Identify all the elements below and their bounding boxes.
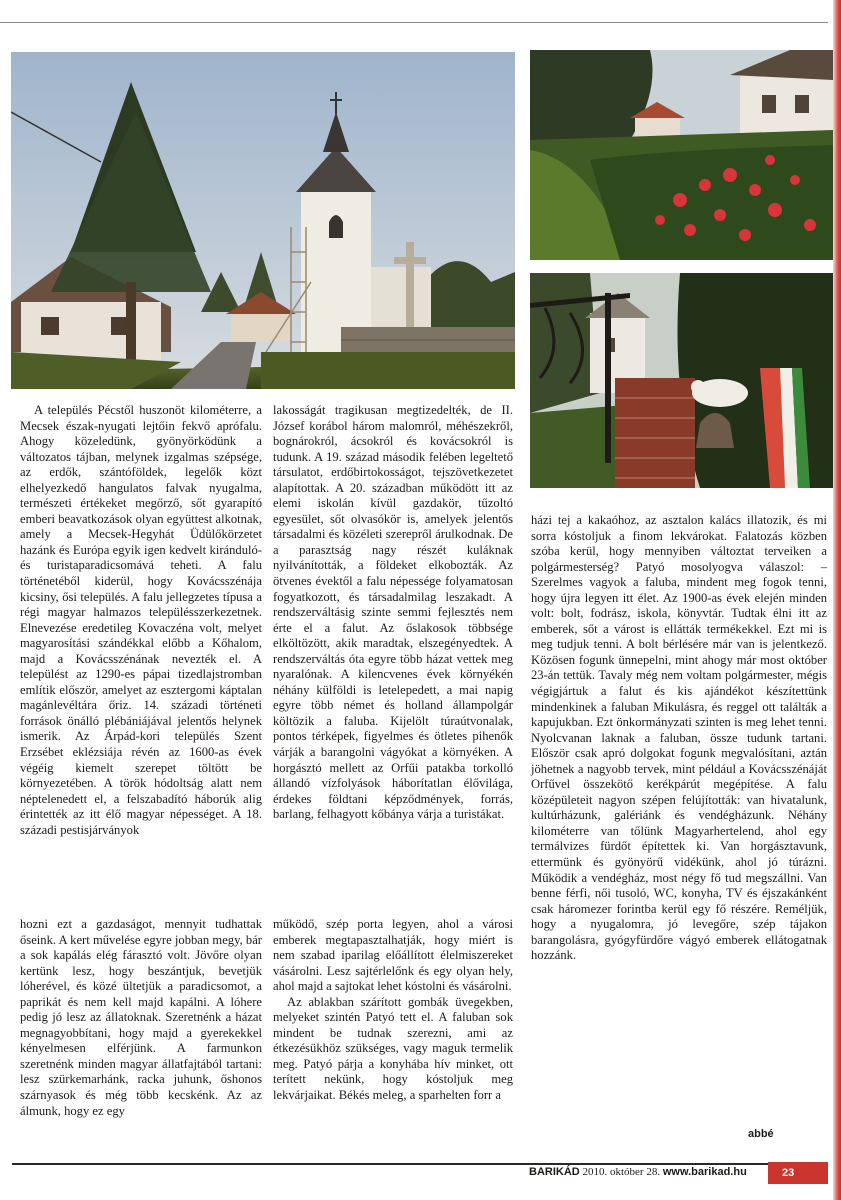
footer-url[interactable]: www.barikad.hu xyxy=(662,1166,747,1178)
footer-brand: BARIKÁD xyxy=(529,1166,580,1178)
paragraph-a: működő, szép porta legyen, ahol a városi emberek megtapasztalhatják, hogy miért is nem szabad iparilag előállított élelmiszereket vásárolni. Lesz sajtérlelőnk és egy olyan hely, ahol majd a sajtokat lehet kóstolni és vásárolni. xyxy=(273,917,513,994)
footer-date: 2010. október 28. xyxy=(582,1166,661,1178)
paragraph: A település Pécstől huszonöt kilométerre, a Mecsek észak-nyugati lejtőin fekvő aprófalu. Ahogy közeledünk, gyönyörködünk a változatos tájban, melynek izgalmas szépsége, az erdők, szántóföldek, legelők közt elhelyezkedő hangulatos falvak nyugalma, természeti értékeket megőrző, sőt gyarapító emberi beavatkozások olyan együttest alkotnak, amely a Mecsek-Hegyhát Üdülőkörzetet hazánk és Európa egyik igen kedvelt kiránduló- és turistaparadicsomává teheti. A falu történetéből kiderül, hogy Kovácsszénája kicsiny, ősi település. A falu jellegzetes típusa a régi magyar halmazos településszerkezetnek. Elnevezése eredetileg Kovaczéna volt, melyet magyarosítási szándékkal előbb a Kőhalom, majd a Kovácsszénának nevezték el. A települést az 1290-es pápai tizedlajstromban említik először, amelyet az esztergomi káptalan magánlevéltára őriz. 14. századi történeti források önálló plébániájával jelentős helynek ismerik. Az Árpád-kori település Szent Erzsébet eklézsiája révén az 1600-as évek végéig kiemelt szerepet töltött be környezetében. A török hódoltság alatt nem néptelenedett el, a felszabadító háborúk alig érintették az itt élő magyar népességet. A 18. századi pestisjárványok xyxy=(20,403,262,837)
footer-text xyxy=(529,1166,747,1178)
church-village-photo xyxy=(11,52,515,389)
paragraph-b: Az ablakban szárított gombák üvegekben, melyeket szintén Patyó tett el. A faluban sok mindent be tudnak szerezni, ami az étkezésükhöz szükséges, vagy maguk termelik meg. Patyó párja a konyhába hív minket, ott terített nekünk, hogy kóstoljuk meg lekvárjaikat. Békés meleg, a sparhelten forr a xyxy=(273,994,513,1103)
page-footer xyxy=(12,1160,840,1186)
footer-rule xyxy=(12,1163,772,1165)
bell-gate-photo xyxy=(530,273,833,488)
paragraph: lakosságát tragikusan megtizedelték, de II. József korábol három malomról, méhészekről, bognárokról, ácsokról és kovácsokról is tudunk. A 19. század második felében legeltető társulatot, erdőbirtokosságot, tejszövetkezetet alapítottak. A 20. században működött itt az elemi iskolán kívül gazdakör, tűzoltó egyesület, sőt olvasókör is, amelyek jelentős társadalmi és közéleti szerepről árulkodnak. De a parasztság nagy részét kuláknak nyilvánították, a földeket elkobozták. Az ötvenes évektől a falu népessége folyamatosan fogyatkozott, és társadalmilag leszakadt. A rendszerváltásig szinte semmi fejlesztés nem érte el a falut. Az őslakosok többsége elköltözött, akik maradtak, elszegényedtek. A rendszerváltás óta egyre több házat vettek meg nyaralónak. A kilencvenes évek környékén néhány külföldi is letelepedett, a mai napig egyre több német és holland állampolgár költözik a faluba. Kijelölt túraútvonalak, pontos térképek, figyelmes és ötletes pihenők várják a barangolni vágyókat a környéken. A horgásztó mellett az Orfűi patakba torkolló állandó vízfolyások háborítatlan élővilága, érdekes földtani képződmények, forrás, barlang, felhagyott kőbánya várja a turistákat. xyxy=(273,403,513,822)
paragraph: hozni ezt a gazdaságot, mennyit tudhattak őseink. A kert művelése egyre jobban megy, bár a sok kapálás elég fárasztó volt. Jövőre olyan kertünk lesz, hogy beszántjuk, bevetjük lóherével, és közé ültetjük a paradicsomot, a paprikát és nem kell majd kapálni. A lóhere pedig jó lesz az állatoknak. Szeretnénk a házat megnagyobbítani, hogy majd a gyerekekkel kényelmesen elférjünk. A farmunkon szeretnénk minden magyar állatfajtából tartani: lesz szürkemarhánk, racka juhunk, őshonos szárnyasok és még több kecskénk. Az az álmunk, hogy ez egy xyxy=(20,917,262,1118)
page-edge-accent xyxy=(833,0,841,1200)
garden-roses-photo xyxy=(530,50,833,260)
author-signature: abbé xyxy=(748,1128,774,1140)
article-column-2 xyxy=(273,403,513,823)
article-column-5 xyxy=(273,917,513,1104)
article-column-3 xyxy=(531,513,827,964)
article-column-4 xyxy=(20,917,262,1119)
page-number: 23 xyxy=(768,1162,828,1184)
article-column-1 xyxy=(20,403,262,838)
paragraph: házi tej a kakaóhoz, az asztalon kalács illatozik, és mi sorra kóstoljuk a finom lekvárokat. Falatozás közben szóba kerül, hogy mennyiben változtat terveiken a polgármesterség? Patyó mosolyogva válaszol: – Szerelmes vagyok a faluba, mindent meg fogok tenni, hogy újra legyen itt élet. Az 1900-as évek elején minden volt: bolt, fodrász, iskola, könyvtár. Tudtak élni itt az emberek, sőt a várost is ellátták termékekkel. Ezt mi is meg tudjuk tenni. A bolt bérlésére már van is jelentkező. Közösen fogunk ünnepelni, mint ahogy már most október 23-án tettük. Tavaly még nem voltam polgármester, mégis végigjártuk a falut és kis ajándékot készítettünk mindenkinek a faluban Mikulásra, és reggel ott találták a kapujukban. Ezt önkormányzati szinten is meg lehet tenni. Nyolcvanan laknak a faluban, össze tudunk tartani. Először csak apró dolgokat fogunk megvalósítani, aztán jöhetnek a nagyobb tervek, mint például a Kovácsszénáját Orfűvel összekötő kerékpárút megépítése. A falu középületeit nagyon szépen felújították: van hivatalunk, kultúrházunk, galériánk és vendégházunk. Néhány kilométerre van tőlünk Magyarhertelend, ahol egy termálvizes fürdőt építettek ki. Van horgásztavunk, ettermünk és gyönyörű vidékünk, ahol jó túrázni. Működik a vendégház, most négy fő tud megszállni. Van benne férfi, női tusoló, WC, konyha, TV és éjszakánként csak háromezer forintba kerül egy fő részére. Reméljük, hogy a nyugalomra, jó levegőre, szép tájakon barangolásra, gyógyfürdőre vágyó emberek ellátogatnak hozzánk. xyxy=(531,513,827,963)
top-rule xyxy=(0,22,828,23)
